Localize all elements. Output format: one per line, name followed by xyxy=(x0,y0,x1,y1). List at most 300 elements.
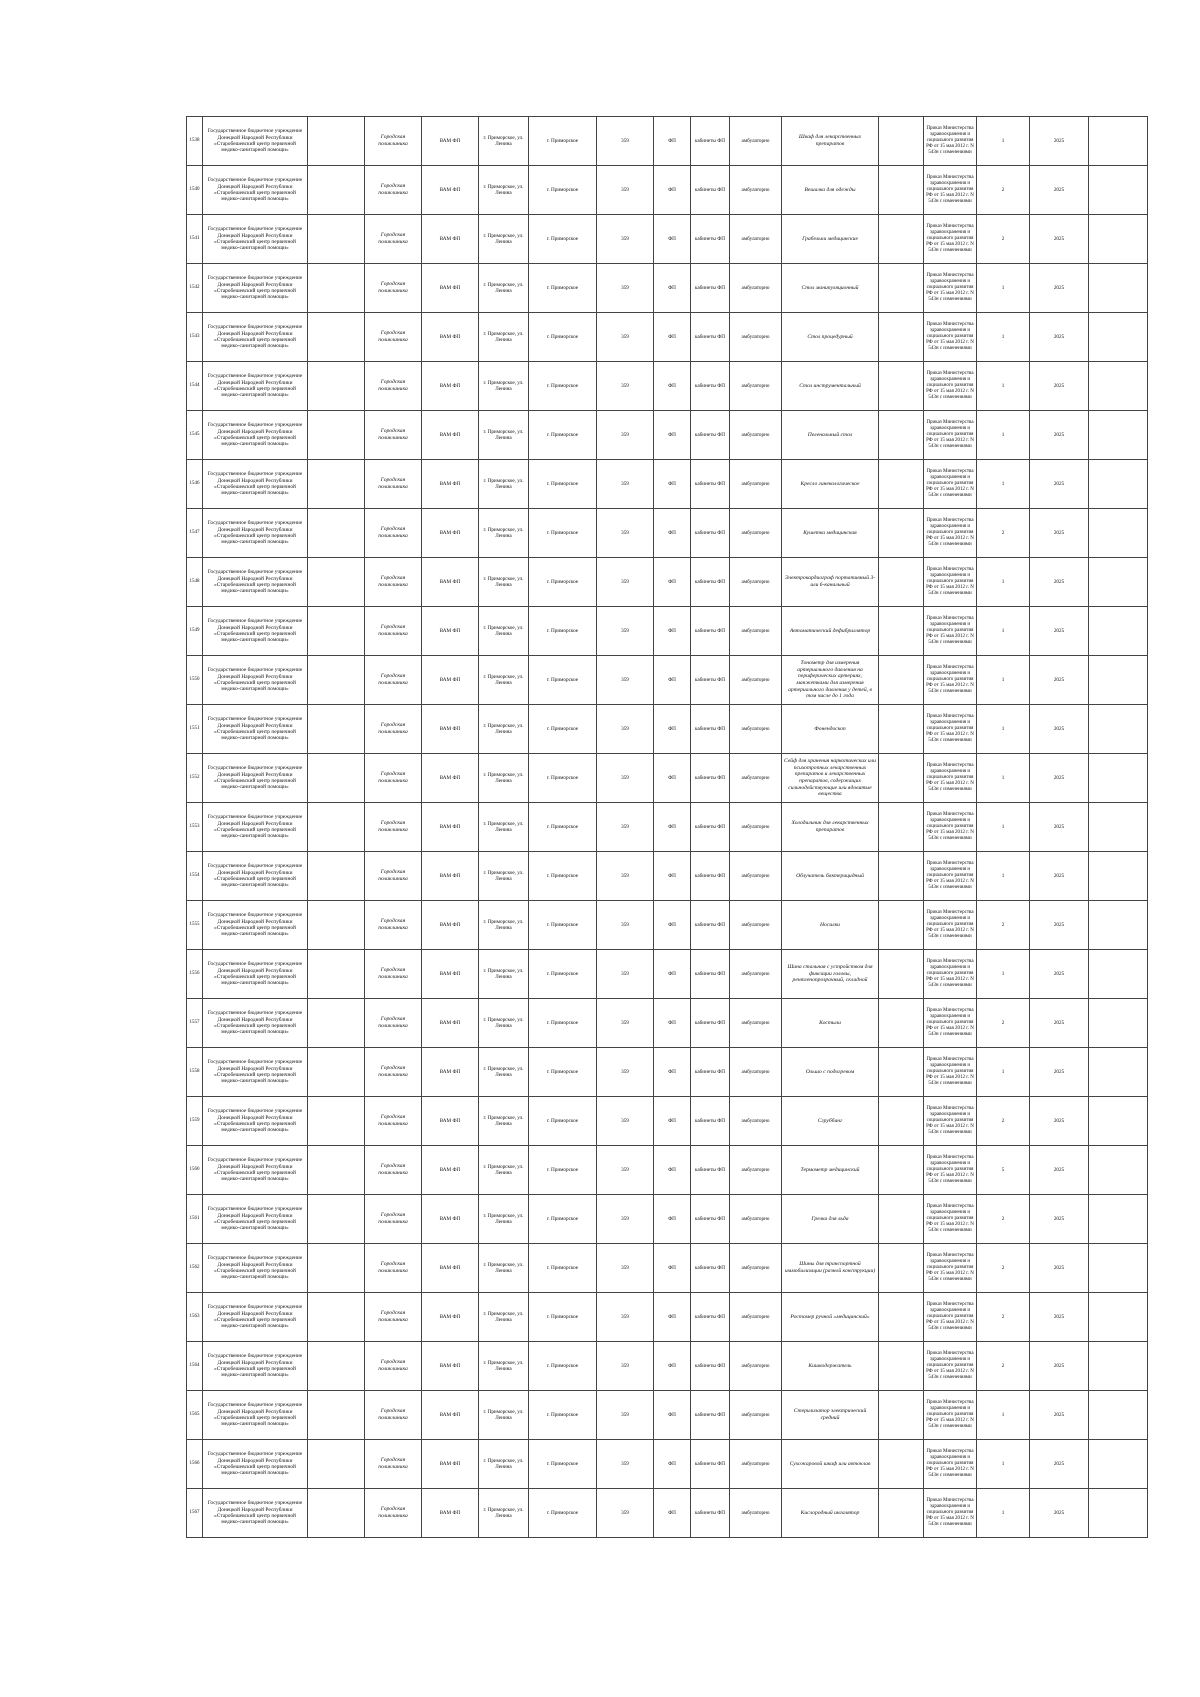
basis-cell: Приказ Министерства здравоохранения и социального развития РФ от 15 мая 2012 г. N 543н с изменениями xyxy=(924,166,977,215)
equipment-name-cell: Сухожаровой шкаф или автоклав xyxy=(782,1440,879,1489)
quantity-cell: 2 xyxy=(977,901,1030,950)
empty-cell xyxy=(308,411,365,460)
facility-cell: ВАМ ФП xyxy=(422,558,479,607)
empty-cell xyxy=(1089,117,1148,166)
basis-cell: Приказ Министерства здравоохранения и социального развития РФ от 15 мая 2012 г. N 543н с изменениями xyxy=(924,1342,977,1391)
equipment-name-cell: Грелка для льда xyxy=(782,1195,879,1244)
empty-cell xyxy=(1089,1195,1148,1244)
year-cell: 2025 xyxy=(1030,950,1089,999)
room-cell: кабинеты ФП xyxy=(691,411,730,460)
year-cell: 2025 xyxy=(1030,803,1089,852)
empty-cell xyxy=(308,1097,365,1146)
quantity-cell: 1 xyxy=(977,1440,1030,1489)
locality-cell: г. Приморское xyxy=(529,1440,597,1489)
organization-cell: Государственное бюджетное учреждение Донецкой Народной Республики «Старобешевский центр первичной медико-санитарной помощи» xyxy=(203,1440,308,1489)
empty-cell xyxy=(879,1293,924,1342)
facility-cell: ВАМ ФП xyxy=(422,1391,479,1440)
row-number-cell: 1565 xyxy=(187,1391,203,1440)
empty-cell xyxy=(308,950,365,999)
basis-cell: Приказ Министерства здравоохранения и социального развития РФ от 15 мая 2012 г. N 543н с изменениями xyxy=(924,999,977,1048)
care-type-cell: амбулаторно xyxy=(730,509,782,558)
equipment-name-cell: Облучатель бактерицидный xyxy=(782,852,879,901)
table-row xyxy=(187,1048,1148,1097)
organization-cell: Государственное бюджетное учреждение Донецкой Народной Республики «Старобешевский центр первичной медико-санитарной помощи» xyxy=(203,1489,308,1538)
quantity-cell: 2 xyxy=(977,166,1030,215)
empty-cell xyxy=(879,1489,924,1538)
empty-cell xyxy=(308,166,365,215)
room-cell: кабинеты ФП xyxy=(691,1293,730,1342)
care-type-cell: амбулаторно xyxy=(730,411,782,460)
room-cell: кабинеты ФП xyxy=(691,1391,730,1440)
basis-cell: Приказ Министерства здравоохранения и социального развития РФ от 15 мая 2012 г. N 543н с изменениями xyxy=(924,901,977,950)
address-cell: г. Приморское, ул. Ленина xyxy=(479,313,529,362)
basis-cell: Приказ Министерства здравоохранения и социального развития РФ от 15 мая 2012 г. N 543н с изменениями xyxy=(924,313,977,362)
organization-cell: Государственное бюджетное учреждение Донецкой Народной Республики «Старобешевский центр первичной медико-санитарной помощи» xyxy=(203,999,308,1048)
care-type-cell: амбулаторно xyxy=(730,1391,782,1440)
basis-cell: Приказ Министерства здравоохранения и социального развития РФ от 15 мая 2012 г. N 543н с изменениями xyxy=(924,362,977,411)
basis-cell: Приказ Министерства здравоохранения и социального развития РФ от 15 мая 2012 г. N 543н с изменениями xyxy=(924,117,977,166)
facility-cell: ВАМ ФП xyxy=(422,509,479,558)
code-cell: 359 xyxy=(597,1097,654,1146)
empty-cell xyxy=(308,509,365,558)
year-cell: 2025 xyxy=(1030,215,1089,264)
table-row xyxy=(187,852,1148,901)
category-cell: Городская поликлиника xyxy=(365,1244,422,1293)
address-cell: г. Приморское, ул. Ленина xyxy=(479,754,529,803)
table-row xyxy=(187,1097,1148,1146)
empty-cell xyxy=(1089,852,1148,901)
locality-cell: г. Приморское xyxy=(529,1489,597,1538)
year-cell: 2025 xyxy=(1030,166,1089,215)
empty-cell xyxy=(879,362,924,411)
care-type-cell: амбулаторно xyxy=(730,1440,782,1489)
room-cell: кабинеты ФП xyxy=(691,754,730,803)
code-cell: 359 xyxy=(597,1293,654,1342)
room-cell: кабинеты ФП xyxy=(691,1146,730,1195)
department-cell: ФП xyxy=(654,1048,691,1097)
code-cell: 359 xyxy=(597,509,654,558)
empty-cell xyxy=(1089,1489,1148,1538)
organization-cell: Государственное бюджетное учреждение Донецкой Народной Республики «Старобешевский центр первичной медико-санитарной помощи» xyxy=(203,509,308,558)
room-cell: кабинеты ФП xyxy=(691,852,730,901)
equipment-name-cell: Сейф для хранения наркотических или психотропных лекарственных препаратов и лекарственных препаратов, содержащих сильнодействующие или ядовитые вещества xyxy=(782,754,879,803)
locality-cell: г. Приморское xyxy=(529,1342,597,1391)
department-cell: ФП xyxy=(654,1342,691,1391)
locality-cell: г. Приморское xyxy=(529,999,597,1048)
empty-cell xyxy=(308,1244,365,1293)
empty-cell xyxy=(308,1048,365,1097)
empty-cell xyxy=(1089,1244,1148,1293)
category-cell: Городская поликлиника xyxy=(365,264,422,313)
address-cell: г. Приморское, ул. Ленина xyxy=(479,460,529,509)
equipment-name-cell: Вешалка для одежды xyxy=(782,166,879,215)
locality-cell: г. Приморское xyxy=(529,803,597,852)
organization-cell: Государственное бюджетное учреждение Донецкой Народной Республики «Старобешевский центр первичной медико-санитарной помощи» xyxy=(203,656,308,705)
empty-cell xyxy=(879,1097,924,1146)
basis-cell: Приказ Министерства здравоохранения и социального развития РФ от 15 мая 2012 г. N 543н с изменениями xyxy=(924,264,977,313)
code-cell: 359 xyxy=(597,803,654,852)
address-cell: г. Приморское, ул. Ленина xyxy=(479,1146,529,1195)
basis-cell: Приказ Министерства здравоохранения и социального развития РФ от 15 мая 2012 г. N 543н с изменениями xyxy=(924,411,977,460)
equipment-name-cell: Стол процедурный xyxy=(782,313,879,362)
department-cell: ФП xyxy=(654,1489,691,1538)
facility-cell: ВАМ ФП xyxy=(422,166,479,215)
code-cell: 359 xyxy=(597,313,654,362)
organization-cell: Государственное бюджетное учреждение Донецкой Народной Республики «Старобешевский центр первичной медико-санитарной помощи» xyxy=(203,607,308,656)
locality-cell: г. Приморское xyxy=(529,1293,597,1342)
room-cell: кабинеты ФП xyxy=(691,607,730,656)
empty-cell xyxy=(879,1244,924,1293)
empty-cell xyxy=(308,852,365,901)
category-cell: Городская поликлиника xyxy=(365,215,422,264)
code-cell: 359 xyxy=(597,1440,654,1489)
empty-cell xyxy=(1089,754,1148,803)
department-cell: ФП xyxy=(654,852,691,901)
empty-cell xyxy=(308,1146,365,1195)
locality-cell: г. Приморское xyxy=(529,264,597,313)
department-cell: ФП xyxy=(654,656,691,705)
facility-cell: ВАМ ФП xyxy=(422,607,479,656)
year-cell: 2025 xyxy=(1030,1293,1089,1342)
locality-cell: г. Приморское xyxy=(529,313,597,362)
basis-cell: Приказ Министерства здравоохранения и социального развития РФ от 15 мая 2012 г. N 543н с изменениями xyxy=(924,607,977,656)
equipment-name-cell: Автоматический дефибриллятор xyxy=(782,607,879,656)
locality-cell: г. Приморское xyxy=(529,558,597,607)
empty-cell xyxy=(1089,656,1148,705)
year-cell: 2025 xyxy=(1030,509,1089,558)
locality-cell: г. Приморское xyxy=(529,852,597,901)
quantity-cell: 1 xyxy=(977,803,1030,852)
equipment-name-cell: Шкаф для лекарственных препаратов xyxy=(782,117,879,166)
empty-cell xyxy=(308,803,365,852)
department-cell: ФП xyxy=(654,1244,691,1293)
locality-cell: г. Приморское xyxy=(529,215,597,264)
empty-cell xyxy=(308,362,365,411)
empty-cell xyxy=(879,460,924,509)
facility-cell: ВАМ ФП xyxy=(422,852,479,901)
basis-cell: Приказ Министерства здравоохранения и социального развития РФ от 15 мая 2012 г. N 543н с изменениями xyxy=(924,803,977,852)
facility-cell: ВАМ ФП xyxy=(422,313,479,362)
table-row xyxy=(187,117,1148,166)
room-cell: кабинеты ФП xyxy=(691,1244,730,1293)
care-type-cell: амбулаторно xyxy=(730,1342,782,1391)
category-cell: Городская поликлиника xyxy=(365,803,422,852)
department-cell: ФП xyxy=(654,411,691,460)
year-cell: 2025 xyxy=(1030,1489,1089,1538)
address-cell: г. Приморское, ул. Ленина xyxy=(479,950,529,999)
address-cell: г. Приморское, ул. Ленина xyxy=(479,852,529,901)
department-cell: ФП xyxy=(654,1391,691,1440)
basis-cell: Приказ Министерства здравоохранения и социального развития РФ от 15 мая 2012 г. N 543н с изменениями xyxy=(924,1146,977,1195)
empty-cell xyxy=(879,754,924,803)
department-cell: ФП xyxy=(654,1293,691,1342)
department-cell: ФП xyxy=(654,362,691,411)
facility-cell: ВАМ ФП xyxy=(422,1097,479,1146)
quantity-cell: 1 xyxy=(977,264,1030,313)
quantity-cell: 1 xyxy=(977,117,1030,166)
empty-cell xyxy=(308,1342,365,1391)
table-row xyxy=(187,607,1148,656)
empty-cell xyxy=(308,1391,365,1440)
equipment-name-cell: Костыли xyxy=(782,999,879,1048)
year-cell: 2025 xyxy=(1030,1244,1089,1293)
empty-cell xyxy=(308,754,365,803)
locality-cell: г. Приморское xyxy=(529,705,597,754)
row-number-cell: 1553 xyxy=(187,803,203,852)
quantity-cell: 1 xyxy=(977,1048,1030,1097)
facility-cell: ВАМ ФП xyxy=(422,215,479,264)
empty-cell xyxy=(879,117,924,166)
facility-cell: ВАМ ФП xyxy=(422,1146,479,1195)
address-cell: г. Приморское, ул. Ленина xyxy=(479,509,529,558)
row-number-cell: 1549 xyxy=(187,607,203,656)
year-cell: 2025 xyxy=(1030,1440,1089,1489)
basis-cell: Приказ Министерства здравоохранения и социального развития РФ от 15 мая 2012 г. N 543н с изменениями xyxy=(924,558,977,607)
care-type-cell: амбулаторно xyxy=(730,313,782,362)
basis-cell: Приказ Министерства здравоохранения и социального развития РФ от 15 мая 2012 г. N 543н с изменениями xyxy=(924,1391,977,1440)
year-cell: 2025 xyxy=(1030,313,1089,362)
code-cell: 359 xyxy=(597,607,654,656)
table-row xyxy=(187,803,1148,852)
room-cell: кабинеты ФП xyxy=(691,1489,730,1538)
category-cell: Городская поликлиника xyxy=(365,313,422,362)
locality-cell: г. Приморское xyxy=(529,607,597,656)
locality-cell: г. Приморское xyxy=(529,117,597,166)
basis-cell: Приказ Министерства здравоохранения и социального развития РФ от 15 мая 2012 г. N 543н с изменениями xyxy=(924,852,977,901)
empty-cell xyxy=(879,1048,924,1097)
table-row xyxy=(187,1440,1148,1489)
department-cell: ФП xyxy=(654,803,691,852)
empty-cell xyxy=(1089,803,1148,852)
basis-cell: Приказ Министерства здравоохранения и социального развития РФ от 15 мая 2012 г. N 543н с изменениями xyxy=(924,705,977,754)
basis-cell: Приказ Министерства здравоохранения и социального развития РФ от 15 мая 2012 г. N 543н с изменениями xyxy=(924,1195,977,1244)
row-number-cell: 1550 xyxy=(187,656,203,705)
care-type-cell: амбулаторно xyxy=(730,215,782,264)
locality-cell: г. Приморское xyxy=(529,362,597,411)
department-cell: ФП xyxy=(654,1195,691,1244)
row-number-cell: 1538 xyxy=(187,117,203,166)
category-cell: Городская поликлиника xyxy=(365,509,422,558)
empty-cell xyxy=(879,1146,924,1195)
row-number-cell: 1541 xyxy=(187,215,203,264)
code-cell: 359 xyxy=(597,1195,654,1244)
row-number-cell: 1543 xyxy=(187,313,203,362)
locality-cell: г. Приморское xyxy=(529,1146,597,1195)
locality-cell: г. Приморское xyxy=(529,509,597,558)
row-number-cell: 1542 xyxy=(187,264,203,313)
locality-cell: г. Приморское xyxy=(529,460,597,509)
room-cell: кабинеты ФП xyxy=(691,313,730,362)
quantity-cell: 2 xyxy=(977,1097,1030,1146)
empty-cell xyxy=(308,264,365,313)
category-cell: Городская поликлиника xyxy=(365,656,422,705)
table-row xyxy=(187,1195,1148,1244)
year-cell: 2025 xyxy=(1030,411,1089,460)
department-cell: ФП xyxy=(654,460,691,509)
row-number-cell: 1540 xyxy=(187,166,203,215)
row-number-cell: 1561 xyxy=(187,1195,203,1244)
care-type-cell: амбулаторно xyxy=(730,1097,782,1146)
organization-cell: Государственное бюджетное учреждение Донецкой Народной Республики «Старобешевский центр первичной медико-санитарной помощи» xyxy=(203,803,308,852)
department-cell: ФП xyxy=(654,607,691,656)
equipment-name-cell: Пеленальный стол xyxy=(782,411,879,460)
row-number-cell: 1548 xyxy=(187,558,203,607)
year-cell: 2025 xyxy=(1030,656,1089,705)
code-cell: 359 xyxy=(597,1244,654,1293)
locality-cell: г. Приморское xyxy=(529,1097,597,1146)
empty-cell xyxy=(879,950,924,999)
empty-cell xyxy=(879,264,924,313)
empty-cell xyxy=(1089,950,1148,999)
row-number-cell: 1547 xyxy=(187,509,203,558)
empty-cell xyxy=(879,411,924,460)
category-cell: Городская поликлиника xyxy=(365,705,422,754)
category-cell: Городская поликлиника xyxy=(365,607,422,656)
room-cell: кабинеты ФП xyxy=(691,166,730,215)
row-number-cell: 1545 xyxy=(187,411,203,460)
category-cell: Городская поликлиника xyxy=(365,1489,422,1538)
empty-cell xyxy=(1089,509,1148,558)
facility-cell: ВАМ ФП xyxy=(422,411,479,460)
department-cell: ФП xyxy=(654,313,691,362)
room-cell: кабинеты ФП xyxy=(691,362,730,411)
year-cell: 2025 xyxy=(1030,1195,1089,1244)
address-cell: г. Приморское, ул. Ленина xyxy=(479,1489,529,1538)
locality-cell: г. Приморское xyxy=(529,166,597,215)
code-cell: 359 xyxy=(597,558,654,607)
empty-cell xyxy=(1089,411,1148,460)
table-row xyxy=(187,460,1148,509)
facility-cell: ВАМ ФП xyxy=(422,1440,479,1489)
row-number-cell: 1552 xyxy=(187,754,203,803)
code-cell: 359 xyxy=(597,852,654,901)
empty-cell xyxy=(1089,705,1148,754)
table-row xyxy=(187,705,1148,754)
table-row xyxy=(187,1489,1148,1538)
address-cell: г. Приморское, ул. Ленина xyxy=(479,1293,529,1342)
code-cell: 359 xyxy=(597,1146,654,1195)
row-number-cell: 1556 xyxy=(187,950,203,999)
care-type-cell: амбулаторно xyxy=(730,705,782,754)
category-cell: Городская поликлиника xyxy=(365,999,422,1048)
empty-cell xyxy=(1089,999,1148,1048)
quantity-cell: 5 xyxy=(977,1146,1030,1195)
quantity-cell: 1 xyxy=(977,313,1030,362)
empty-cell xyxy=(308,705,365,754)
equipment-name-cell: Кишкодержатель xyxy=(782,1342,879,1391)
department-cell: ФП xyxy=(654,1146,691,1195)
organization-cell: Государственное бюджетное учреждение Донецкой Народной Республики «Старобешевский центр первичной медико-санитарной помощи» xyxy=(203,558,308,607)
equipment-name-cell: Холодильник для лекарственных препаратов xyxy=(782,803,879,852)
empty-cell xyxy=(879,705,924,754)
organization-cell: Государственное бюджетное учреждение Донецкой Народной Республики «Старобешевский центр первичной медико-санитарной помощи» xyxy=(203,901,308,950)
facility-cell: ВАМ ФП xyxy=(422,362,479,411)
code-cell: 359 xyxy=(597,1391,654,1440)
row-number-cell: 1555 xyxy=(187,901,203,950)
empty-cell xyxy=(1089,166,1148,215)
quantity-cell: 2 xyxy=(977,999,1030,1048)
facility-cell: ВАМ ФП xyxy=(422,1048,479,1097)
table-row xyxy=(187,362,1148,411)
department-cell: ФП xyxy=(654,901,691,950)
empty-cell xyxy=(879,1195,924,1244)
empty-cell xyxy=(879,1342,924,1391)
basis-cell: Приказ Министерства здравоохранения и социального развития РФ от 15 мая 2012 г. N 543н с изменениями xyxy=(924,509,977,558)
care-type-cell: амбулаторно xyxy=(730,166,782,215)
year-cell: 2025 xyxy=(1030,264,1089,313)
department-cell: ФП xyxy=(654,264,691,313)
empty-cell xyxy=(1089,362,1148,411)
room-cell: кабинеты ФП xyxy=(691,1440,730,1489)
address-cell: г. Приморское, ул. Ленина xyxy=(479,362,529,411)
year-cell: 2025 xyxy=(1030,999,1089,1048)
equipment-name-cell: Стерилизатор электрический средний xyxy=(782,1391,879,1440)
facility-cell: ВАМ ФП xyxy=(422,705,479,754)
care-type-cell: амбулаторно xyxy=(730,852,782,901)
empty-cell xyxy=(1089,1146,1148,1195)
address-cell: г. Приморское, ул. Ленина xyxy=(479,264,529,313)
empty-cell xyxy=(308,999,365,1048)
quantity-cell: 1 xyxy=(977,607,1030,656)
address-cell: г. Приморское, ул. Ленина xyxy=(479,166,529,215)
care-type-cell: амбулаторно xyxy=(730,264,782,313)
category-cell: Городская поликлиника xyxy=(365,1097,422,1146)
room-cell: кабинеты ФП xyxy=(691,950,730,999)
facility-cell: ВАМ ФП xyxy=(422,264,479,313)
empty-cell xyxy=(1089,1342,1148,1391)
empty-cell xyxy=(1089,313,1148,362)
address-cell: г. Приморское, ул. Ленина xyxy=(479,803,529,852)
table-row xyxy=(187,215,1148,264)
quantity-cell: 2 xyxy=(977,215,1030,264)
room-cell: кабинеты ФП xyxy=(691,460,730,509)
code-cell: 359 xyxy=(597,901,654,950)
quantity-cell: 2 xyxy=(977,509,1030,558)
care-type-cell: амбулаторно xyxy=(730,362,782,411)
table-row xyxy=(187,1293,1148,1342)
facility-cell: ВАМ ФП xyxy=(422,1293,479,1342)
equipment-name-cell: Стол манипуляционный xyxy=(782,264,879,313)
care-type-cell: амбулаторно xyxy=(730,1048,782,1097)
quantity-cell: 1 xyxy=(977,1391,1030,1440)
organization-cell: Государственное бюджетное учреждение Донецкой Народной Республики «Старобешевский центр первичной медико-санитарной помощи» xyxy=(203,460,308,509)
organization-cell: Государственное бюджетное учреждение Донецкой Народной Республики «Старобешевский центр первичной медико-санитарной помощи» xyxy=(203,1146,308,1195)
address-cell: г. Приморское, ул. Ленина xyxy=(479,1440,529,1489)
care-type-cell: амбулаторно xyxy=(730,754,782,803)
organization-cell: Государственное бюджетное учреждение Донецкой Народной Республики «Старобешевский центр первичной медико-санитарной помощи» xyxy=(203,1048,308,1097)
code-cell: 359 xyxy=(597,362,654,411)
care-type-cell: амбулаторно xyxy=(730,999,782,1048)
basis-cell: Приказ Министерства здравоохранения и социального развития РФ от 15 мая 2012 г. N 543н с изменениями xyxy=(924,754,977,803)
department-cell: ФП xyxy=(654,754,691,803)
code-cell: 359 xyxy=(597,215,654,264)
quantity-cell: 2 xyxy=(977,1195,1030,1244)
organization-cell: Государственное бюджетное учреждение Донецкой Народной Республики «Старобешевский центр первичной медико-санитарной помощи» xyxy=(203,1342,308,1391)
care-type-cell: амбулаторно xyxy=(730,656,782,705)
locality-cell: г. Приморское xyxy=(529,1391,597,1440)
year-cell: 2025 xyxy=(1030,460,1089,509)
quantity-cell: 2 xyxy=(977,1342,1030,1391)
department-cell: ФП xyxy=(654,1440,691,1489)
empty-cell xyxy=(879,215,924,264)
empty-cell xyxy=(1089,1391,1148,1440)
address-cell: г. Приморское, ул. Ленина xyxy=(479,705,529,754)
room-cell: кабинеты ФП xyxy=(691,803,730,852)
facility-cell: ВАМ ФП xyxy=(422,656,479,705)
equipment-name-cell: Ростомер ручной «медицинский» xyxy=(782,1293,879,1342)
empty-cell xyxy=(879,558,924,607)
room-cell: кабинеты ФП xyxy=(691,509,730,558)
